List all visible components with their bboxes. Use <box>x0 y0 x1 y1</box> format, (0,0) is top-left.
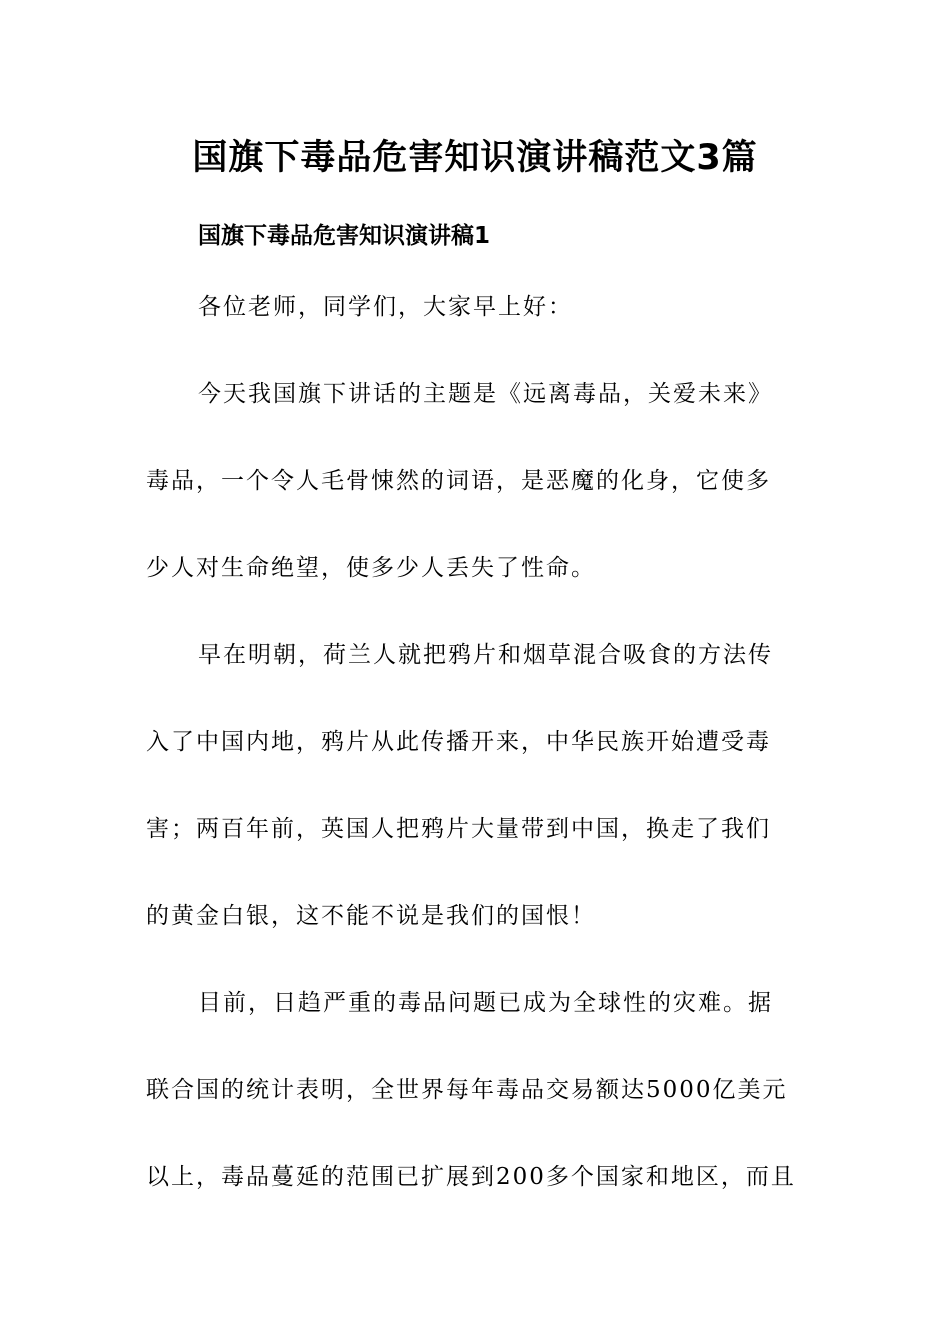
paragraph-line: 害；两百年前，英国人把鸦片大量带到中国，换走了我们 <box>146 816 771 842</box>
paragraph-line: 今天我国旗下讲话的主题是《远离毒品，关爱未来》 <box>198 381 773 407</box>
document-title: 国旗下毒品危害知识演讲稿范文3篇 <box>192 138 758 178</box>
paragraph-line: 毒品，一个令人毛骨悚然的词语，是恶魔的化身，它使多 <box>146 468 771 494</box>
paragraph-line: 少人对生命绝望，使多少人丢失了性命。 <box>146 555 596 581</box>
paragraph-line: 各位老师，同学们，大家早上好： <box>198 294 573 320</box>
body-text <box>146 264 808 1221</box>
section-heading: 国旗下毒品危害知识演讲稿1 <box>198 223 491 249</box>
paragraph-line: 早在明朝，荷兰人就把鸦片和烟草混合吸食的方法传 <box>198 642 773 668</box>
paragraph-line: 入了中国内地，鸦片从此传播开来，中华民族开始遭受毒 <box>146 729 771 755</box>
paragraph-line: 联合国的统计表明，全世界每年毒品交易额达5000亿美元 <box>146 1077 788 1103</box>
paragraph-line: 目前，日趋严重的毒品问题已成为全球性的灾难。据 <box>198 990 773 1016</box>
paragraph-line: 的黄金白银，这不能不说是我们的国恨！ <box>146 903 596 929</box>
paragraph-line: 以上，毒品蔓延的范围已扩展到200多个国家和地区，而且 <box>146 1164 796 1190</box>
